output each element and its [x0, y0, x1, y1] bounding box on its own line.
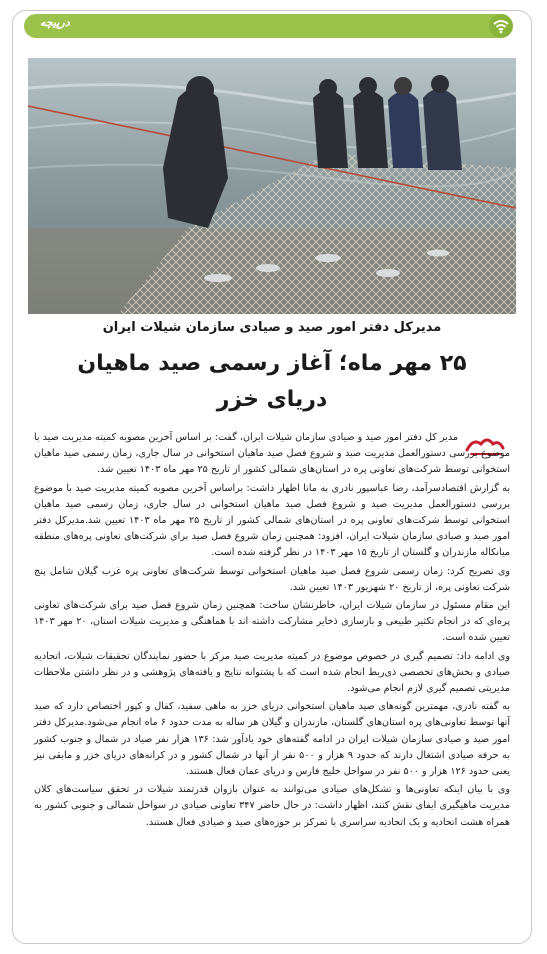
section-header-bar	[24, 14, 512, 38]
wifi-icon	[489, 14, 513, 38]
headline-line-1: ۲۵ مهر ماه؛ آغاز رسمی صید ماهیان	[77, 351, 467, 376]
section-label: درپیچه	[40, 16, 70, 29]
headline-line-2: دریای خزر	[216, 387, 328, 412]
article-body	[34, 430, 510, 833]
paragraph: مدیر کل دفتر امور صید و صیادی سازمان شیلات ایران، گفت: بر اساس آخرین مصوبه کمیته مدیریت صید با موضوع بررسی دستورالعمل مدیریت صید و شروع فصل صید ماهیان استخوانی در سال جاری، زمان رسمی صید ماهیان استخوانی توسط شرکت‌های تعاونی پره در استان‌های شمالی کشور از تاریخ ۲۵ مهر ماه ۱۴۰۳ تعیین شد.	[34, 432, 510, 476]
paragraph: وی ادامه داد: تصمیم گیری در خصوص موضوع در کمیته مدیریت صید مرکز با حضور نمایندگان تحقیقات شیلات، اتحادیه صیادی و بخش‌های تخصصی ذی‌ربط انجام شده است که با پشتوانه نتایج و یافته‌های پژوهشی و در نظر داشتن ملاحظات مدیریتی تصمیم گیری لازم انجام می‌شود.	[34, 650, 510, 695]
paragraph: به گزارش اقتصادسرآمد، رضا عباسپور نادری به مانا اظهار داشت: براساس آخرین مصوبه کمیته مدیریت صید با موضوع بررسی دستورالعمل مدیریت صید و شروع فصل صید ماهیان استخوانی در سال جاری، زمان رسمی صید ماهیان استخوانی توسط شرکت‌های تعاونی پره در استان‌های شمالی کشور از تاریخ ۲۵ مهر ماه ۱۴۰۳ تعیین شد.مدیرکل دفتر امور صید و صیادی سازمان شیلات ایران، افزود: همچنین زمان شروع فصل صید برای شرکت‌های تعاونی پره‌های منطقه میانکاله مازندران و گلستان از تاریخ ۱۵ مهر ۱۴۰۳ در نظر گرفته شده است.	[34, 482, 511, 559]
paragraph: این مقام مسئول در سازمان شیلات ایران، خاطرنشان ساخت: همچنین زمان شروع فصل صید برای شرکت‌های تعاونی پره‌ای که در انجام تکثیر طبیعی و بازسازی ذخایر مشارکت داشته اند با هماهنگی و مدیریت شیلات استان، ۲۰ مهر ۱۴۰۳ تعیین شده است.	[34, 600, 510, 644]
paragraph: وی تصریح کرد: زمان رسمی شروع فصل صید ماهیان استخوانی توسط شرکت‌های تعاونی پره غرب گیلان شامل پنج شرکت تعاونی پره، از تاریخ ۲۰ شهریور ۱۴۰۳ تعیین شد.	[34, 565, 510, 593]
fishermen-photo	[28, 58, 516, 314]
paragraph: به گفته نادری، مهمترین گونه‌های صید ماهیان استخوانی دریای خزر به ماهی سفید، کفال و کپور اختصاص دارد که صید آنها توسط تعاونی‌های پره استان‌های گلستان، مازندران و گیلان هر ساله به مدت حدود ۶ ماه انجام می‌شود.مدیرکل دفتر امور صید و صیادی سازمان شیلات ایران در ادامه گفته‌های خود یادآور شد: ۱۳۶ هزار نفر صیاد در شمال و جنوب کشور به حرفه صیادی اشتغال دارند که حدود ۹ هزار و ۵۰۰ نفر از آنها در شمال کشور و در کرانه‌های دریای خزر و مابقی نیز یعنی حدود ۱۲۶ هزار و ۵۰۰ نفر در سواحل خلیج فارس و دریای عمان فعال هستند.	[34, 701, 510, 778]
article-headline	[28, 346, 516, 418]
paragraph: وی با بیان اینکه تعاونی‌ها و تشکل‌های صیادی می‌توانند به عنوان بازوان قدرتمند شیلات در تحقق سیاست‌های کلان مدیریت ماهیگیری ایفای نقش کنند، اظهار داشت: در حال حاضر ۳۴۷ تعاونی صیادی در سواحل شمالی و جنوبی کشور به همراه هشت اتحادیه و یک اتحادیه سراسری با تمرکز بر حوزه‌های صید و صیادی فعال هستند.	[34, 784, 510, 828]
article-kicker: مدیرکل دفتر امور صید و صیادی سازمان شیلات ایران	[102, 320, 442, 335]
